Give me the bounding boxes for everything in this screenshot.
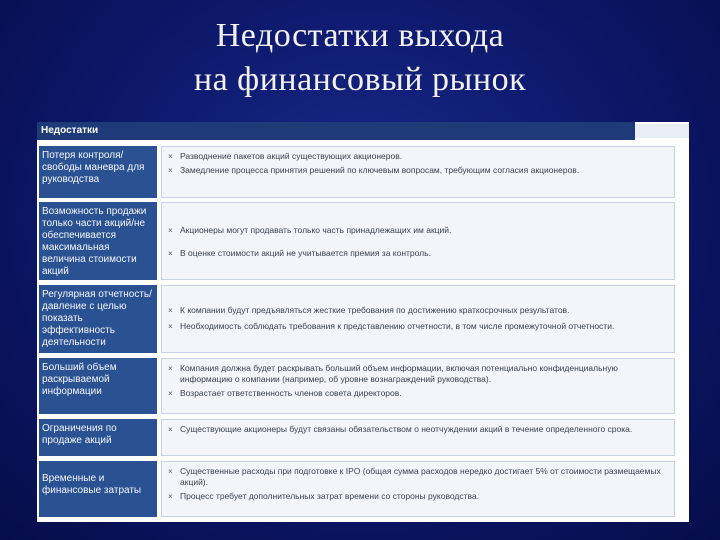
- list-item: [168, 225, 670, 236]
- row-label: Ограничения по продаже акций: [39, 419, 157, 456]
- item-text: Замедление процесса принятия решений по ключевым вопросам, требующим согласия акционеров.: [180, 165, 580, 175]
- table-row: [37, 358, 689, 414]
- cross-bullet-icon: ×: [168, 166, 173, 175]
- table-row: [37, 202, 689, 280]
- list-item: [168, 363, 670, 385]
- cross-bullet-icon: ×: [168, 425, 173, 434]
- cross-bullet-icon: ×: [168, 467, 173, 476]
- list-item: [168, 424, 670, 435]
- list-item: [168, 491, 670, 502]
- row-content: [161, 146, 675, 198]
- cross-bullet-icon: ×: [168, 152, 173, 161]
- row-label: Потеря контроля/ свободы маневра для руководства: [39, 146, 157, 198]
- row-content: [161, 285, 675, 353]
- cross-bullet-icon: ×: [168, 249, 173, 258]
- cross-bullet-icon: ×: [168, 226, 173, 235]
- item-text: Процесс требует дополнительных затрат времени со стороны руководства.: [180, 491, 480, 501]
- cross-bullet-icon: ×: [168, 492, 173, 501]
- list-item: [168, 165, 670, 176]
- slide-title-line-1: Недостатки выхода: [215, 17, 505, 54]
- list-item: [168, 248, 670, 259]
- item-text: Существенные расходы при подготовке к IPO (общая сумма расходов нередко достигает 5% от стоимости размещаемых акций).: [180, 466, 661, 487]
- table-row: [37, 146, 689, 198]
- row-label: Регулярная отчетность/ давление с целью показать эффективность деятельности: [39, 285, 157, 353]
- item-text: Существующие акционеры будут связаны обязательством о неотчуждении акций в течение определенного срока.: [180, 424, 633, 434]
- cross-bullet-icon: ×: [168, 322, 173, 331]
- row-content: [161, 202, 675, 280]
- list-item: [168, 388, 670, 399]
- item-text: В оценке стоимости акций не учитывается премия за контроль.: [180, 248, 431, 258]
- item-text: Необходимость соблюдать требования к представлению отчетности, в том числе промежуточной отчетности.: [180, 321, 615, 331]
- cross-bullet-icon: ×: [168, 389, 173, 398]
- slide-title-line-2: на финансовый рынок: [193, 61, 527, 98]
- cross-bullet-icon: ×: [168, 364, 173, 373]
- item-text: Акционеры могут продавать только часть принадлежащих им акций.: [180, 225, 452, 235]
- row-label: Больший объем раскрываемой информации: [39, 358, 157, 414]
- row-content: [161, 358, 675, 414]
- cross-bullet-icon: ×: [168, 306, 173, 315]
- item-text: К компании будут предъявляться жесткие требования по достижению краткосрочных результатов.: [180, 305, 570, 315]
- list-item: [168, 466, 670, 488]
- table-header-extension: [635, 124, 689, 138]
- row-label: Временные и финансовые затраты: [39, 461, 157, 517]
- row-content: [161, 461, 675, 517]
- slide-title: [0, 14, 720, 102]
- item-text: Разводнение пакетов акций существующих акционеров.: [180, 151, 403, 161]
- table-row: [37, 461, 689, 517]
- row-label: Возможность продажи только части акций/не обеспечивается максимальная величина стоимости акций: [39, 202, 157, 280]
- table-row: [37, 419, 689, 456]
- row-content: [161, 419, 675, 456]
- disadvantages-table: [37, 122, 689, 522]
- list-item: [168, 305, 670, 316]
- item-text: Возрастает ответственность членов совета директоров.: [180, 388, 402, 398]
- item-text: Компания должна будет раскрывать больший объем информации, включая потенциально конфиденциальную информацию о компании (например, об уровне вознаграждений руководства).: [180, 363, 618, 384]
- list-item: [168, 151, 670, 162]
- table-row: [37, 285, 689, 353]
- list-item: [168, 321, 670, 332]
- table-header: Недостатки: [37, 122, 635, 140]
